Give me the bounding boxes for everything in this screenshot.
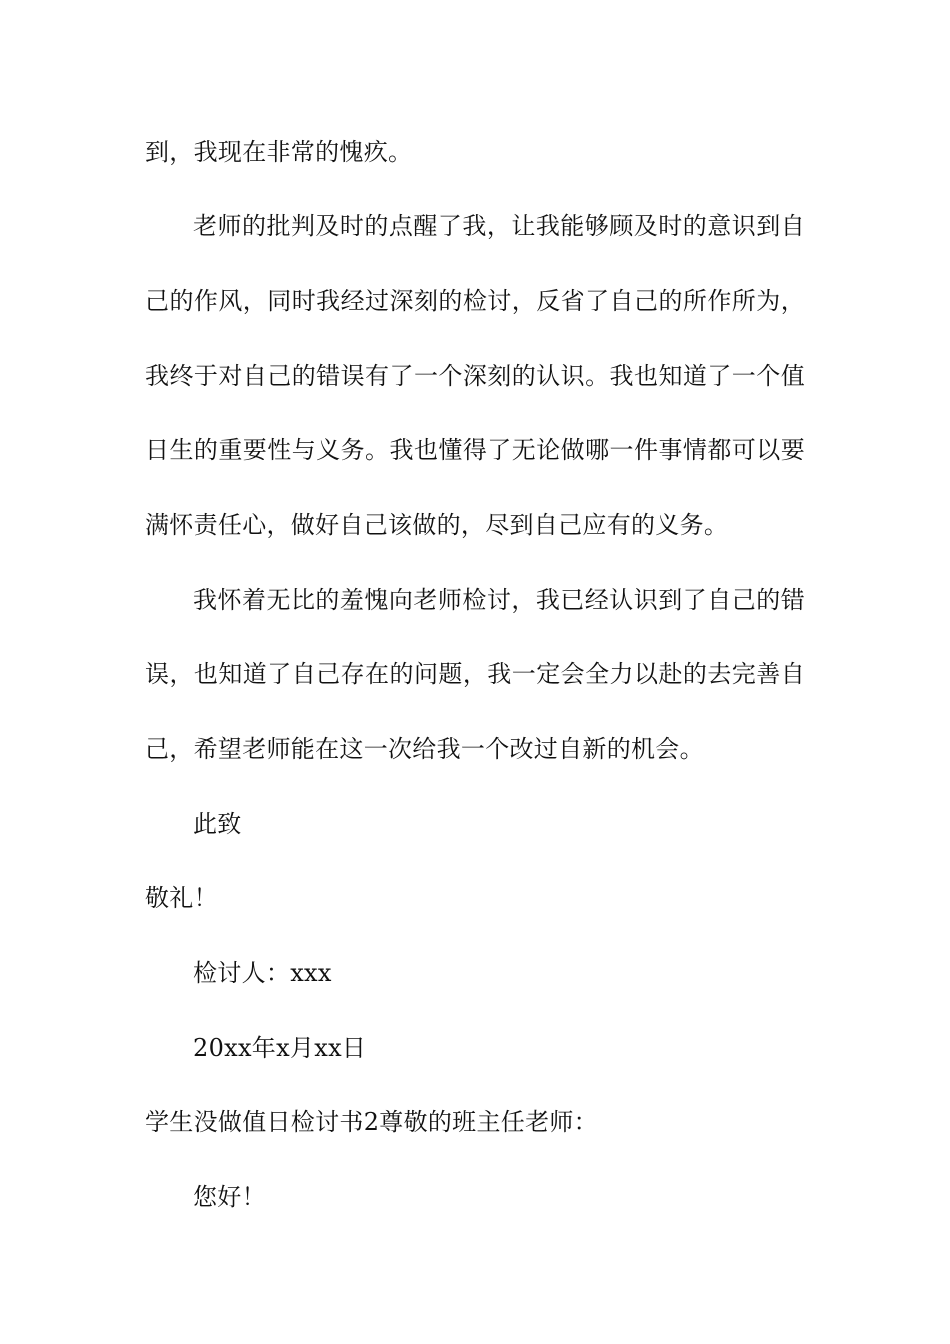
text-line: 日生的重要性与义务。我也懂得了无论做哪一件事情都可以要 bbox=[145, 436, 805, 464]
closing-salutation: 此致 bbox=[193, 810, 242, 838]
greeting-line: 您好！ bbox=[193, 1183, 266, 1211]
text-line: 我终于对自己的错误有了一个深刻的认识。我也知道了一个值 bbox=[145, 362, 805, 390]
paragraph-first-line: 老师的批判及时的点醒了我，让我能够顾及时的意识到自 bbox=[193, 212, 805, 240]
text-line: 到，我现在非常的愧疚。 bbox=[145, 138, 413, 166]
date-line: 20xx年x月xx日 bbox=[193, 1034, 367, 1062]
text-line: 己，希望老师能在这一次给我一个改过自新的机会。 bbox=[145, 735, 704, 763]
signature-line: 检讨人：xxx bbox=[193, 959, 332, 987]
text-line: 误，也知道了自己存在的问题，我一定会全力以赴的去完善自 bbox=[145, 660, 805, 688]
text-line: 己的作风，同时我经过深刻的检讨，反省了自己的所作所为， bbox=[145, 287, 805, 315]
closing-respect: 敬礼！ bbox=[145, 884, 218, 912]
text-line: 满怀责任心，做好自己该做的，尽到自己应有的义务。 bbox=[145, 511, 729, 539]
section-heading: 学生没做值日检讨书2尊敬的班主任老师： bbox=[145, 1108, 598, 1136]
paragraph-first-line: 我怀着无比的羞愧向老师检讨，我已经认识到了自己的错 bbox=[193, 586, 805, 614]
